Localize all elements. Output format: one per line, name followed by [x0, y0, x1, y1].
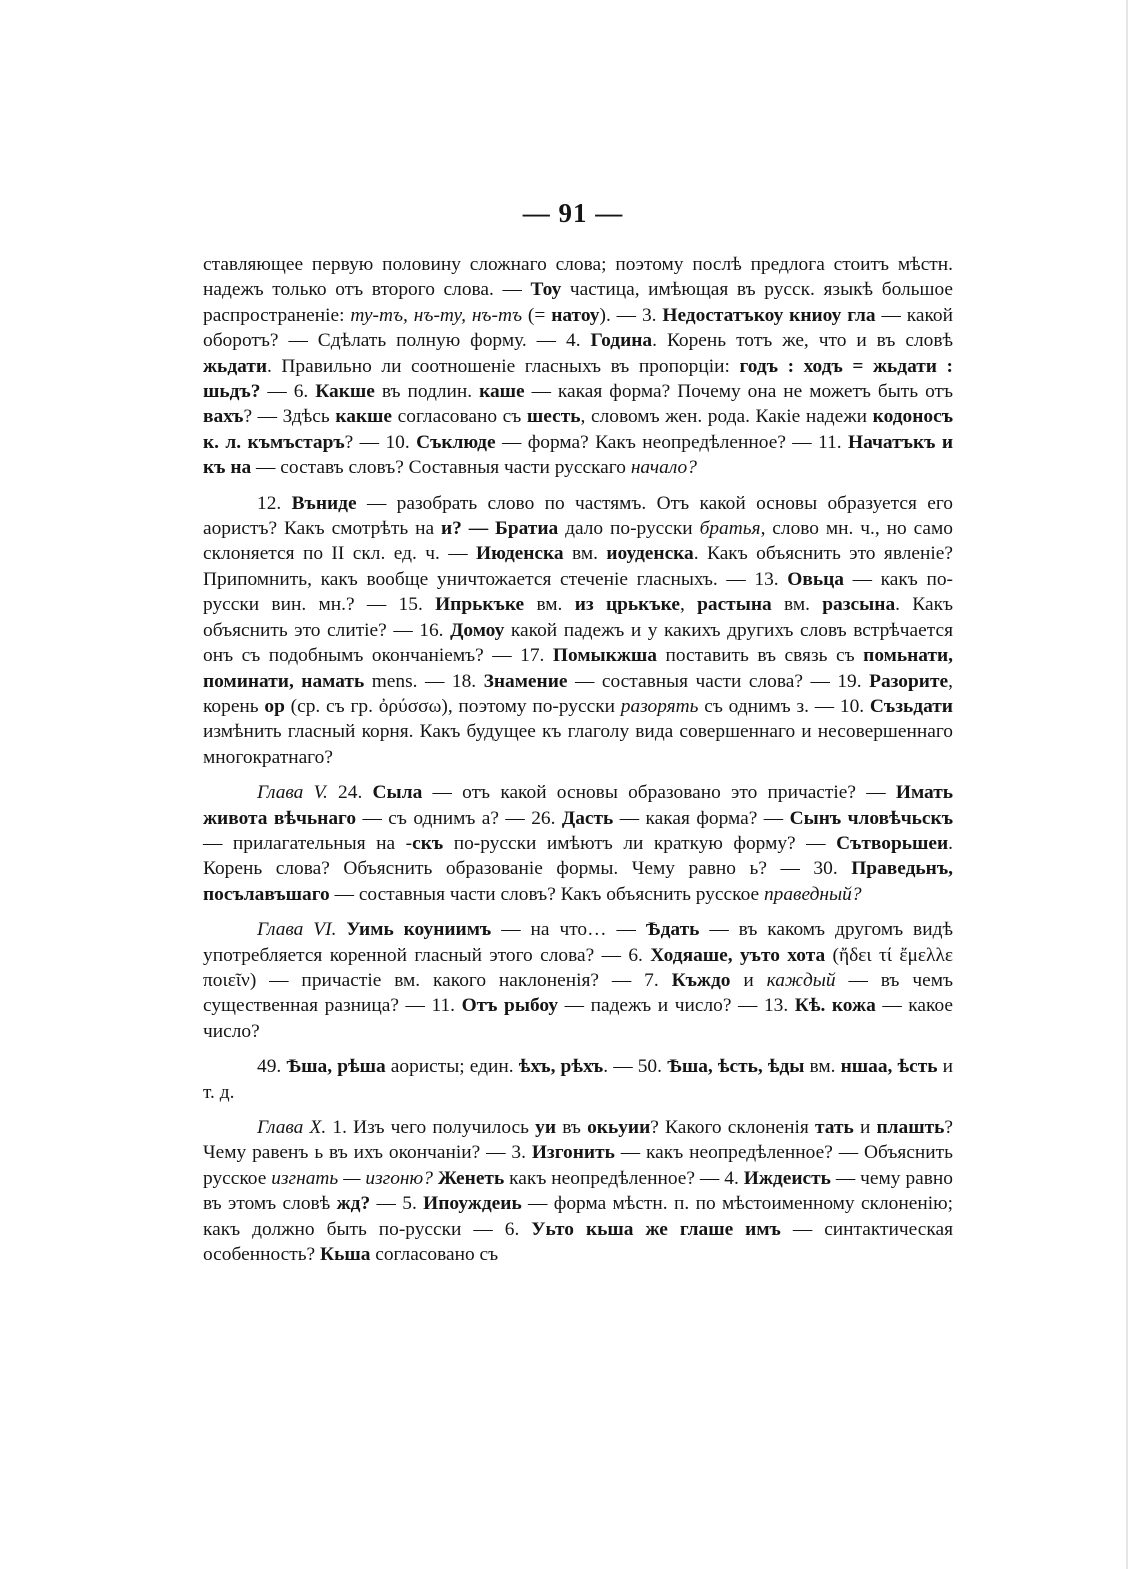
text-run: — отъ какой основы образовано это причастіе? —	[422, 782, 896, 804]
slavonic-term: тать	[815, 1117, 854, 1138]
text-run: ? Какого склоненія	[650, 1117, 816, 1138]
italic-term: каждый	[766, 969, 836, 991]
paragraph	[203, 1115, 953, 1267]
text-run: — на что… —	[491, 919, 646, 941]
text-run: — составъ словъ? Составныя части русскаго	[251, 457, 631, 479]
slavonic-term: Уимь коуниимъ	[346, 919, 492, 941]
text-run: какой падежъ и у какихъ другихъ словъ встрѣчается онъ съ подобнымъ окончаніемъ? — 17.	[203, 619, 953, 667]
paragraph	[203, 252, 953, 481]
text-run: вм.	[771, 594, 823, 616]
text-run: — какой оборотъ? — Сдѣлать полную форму. — 4.	[203, 304, 954, 352]
slavonic-term: жд?	[336, 1193, 371, 1215]
page-text	[203, 252, 953, 1277]
text-run: дало по-русски	[558, 518, 700, 540]
text-run: — какъ по-русски вин. мн.? — 15.	[203, 568, 953, 616]
slavonic-term: иоуденска	[606, 543, 694, 565]
slavonic-term: Овьца	[787, 568, 844, 590]
text-run: аористы; един.	[385, 1056, 519, 1078]
text-run: 1. Изъ чего получилось	[326, 1117, 536, 1138]
slavonic-term: Сынъ чловѣчьскъ	[789, 807, 954, 829]
italic-term: разорять	[620, 695, 699, 717]
text-run: . Корень слова? Объяснить образованіе формы. Чему равно ь? — 30.	[203, 832, 953, 880]
text-run: — синтактическая особенность?	[203, 1218, 953, 1266]
text-run: 49.	[257, 1056, 287, 1078]
slavonic-term: Кьша	[320, 1244, 371, 1266]
text-run: , слово мн. ч., но само склоняется по II скл. ед. ч. —	[203, 518, 954, 565]
slavonic-term: Изгонить	[531, 1142, 615, 1164]
text-run: — 5.	[370, 1193, 424, 1215]
text-run: — падежъ и число? — 13.	[558, 995, 795, 1017]
slavonic-term: скъ	[412, 832, 444, 854]
slavonic-term: кьша же глаше имъ	[585, 1218, 781, 1240]
paragraph	[203, 491, 953, 770]
slavonic-term: годъ : ходъ = жьдати : шьдъ?	[203, 355, 953, 403]
text-run: — форма мѣстн. п. по мѣстоименному склоненію; какъ должно быть по-русски — 6.	[203, 1193, 953, 1240]
slavonic-term: Ѣша, рѣша	[286, 1056, 386, 1078]
text-run: — прилагательныя на -	[203, 832, 413, 854]
slavonic-term: Съзьдати	[869, 695, 953, 717]
slavonic-term: вахъ	[203, 406, 244, 428]
text-run: ставляющее первую половину сложнаго слова; поэтому послѣ предлога стоитъ мѣстн. надежъ только отъ второго слова. —	[203, 254, 953, 301]
text-run: ,	[679, 594, 698, 616]
slavonic-term: Съклюде	[416, 431, 496, 453]
italic-term: изгнать — изгоню?	[271, 1167, 433, 1189]
text-run	[574, 1219, 586, 1240]
slavonic-term: разсына	[822, 594, 896, 616]
text-run: — разобрать слово по частямъ. Отъ какой основы образуется его аористъ? Какъ смотрѣть на	[203, 492, 953, 540]
paragraph	[203, 917, 953, 1044]
text-run: ? Чему равенъ ь въ ихъ окончаніи? — 3.	[203, 1117, 954, 1164]
text-run: — форма? Какъ неопредѣленное? — 11.	[495, 431, 848, 453]
text-run: въ подлин.	[374, 381, 480, 403]
text-run: — чему равно въ этомъ словѣ	[203, 1167, 953, 1215]
slavonic-term: Иждеисть	[743, 1167, 831, 1189]
text-run: частица, имѣющая въ русск. языкѣ большое распространеніе:	[203, 279, 953, 326]
slavonic-term: Недостатъкоу книоу гла	[662, 304, 876, 326]
slavonic-term: из црькъке	[574, 594, 680, 616]
paragraph	[203, 780, 953, 907]
text-run: какъ неопредѣленное? — 4.	[504, 1167, 744, 1189]
text-run: . Правильно ли соотношеніе гласныхъ въ пропорціи:	[267, 355, 740, 377]
slavonic-term: Отъ рыбоу	[461, 995, 559, 1017]
text-run: и т. д.	[203, 1056, 954, 1103]
text-run: вм.	[563, 543, 607, 565]
text-run: (ср. съ гр. ὀρύσσω), поэтому по-русски	[284, 695, 621, 717]
slavonic-term: Ѣдать	[645, 919, 700, 941]
slavonic-term: ншаа, ѣсть	[840, 1056, 938, 1078]
slavonic-term: ор	[264, 695, 285, 717]
slavonic-term: Имать живота вѣчьнаго	[203, 782, 954, 829]
slavonic-term: Начатъкъ и къ на	[203, 431, 953, 479]
text-run: — составныя части словъ? Какъ объяснить русское	[329, 883, 764, 905]
slavonic-term: плашть	[876, 1117, 945, 1138]
slavonic-term: Сыла	[372, 782, 423, 804]
text-run: (=	[522, 304, 552, 326]
slavonic-term: окьуии	[587, 1117, 651, 1138]
slavonic-term: помьнати, поминати, намать	[203, 645, 954, 692]
slavonic-term: Ипрькъке	[435, 594, 525, 616]
slavonic-term: и? — Братиа	[440, 518, 559, 540]
slavonic-term: Разорите	[869, 670, 949, 692]
slavonic-term: Домоу	[450, 619, 505, 641]
slavonic-term: растына	[697, 594, 772, 616]
slavonic-term: Тоу	[530, 279, 562, 301]
slavonic-term: Ѣша, ѣсть, ѣды	[667, 1056, 805, 1078]
slavonic-term: Къждо	[671, 969, 731, 991]
slavonic-term: Женеть	[437, 1167, 505, 1189]
text-run: — какая форма? —	[613, 807, 790, 829]
slavonic-term: ѣхъ, рѣхъ	[518, 1056, 604, 1078]
italic-term: праведный?	[763, 883, 862, 905]
text-run: по-русски имѣютъ ли краткую форму? —	[443, 832, 837, 854]
slavonic-term: каше	[479, 381, 525, 403]
text-run: ? — 10.	[344, 431, 417, 453]
slavonic-term: Кѣ. кожа	[794, 995, 876, 1017]
italic-term: ту-тъ, нъ-ту, нъ-тъ	[350, 304, 523, 326]
slavonic-term: Помыкжша	[552, 645, 657, 667]
text-run: и	[730, 969, 767, 991]
page-edge-line	[1126, 0, 1128, 1569]
slavonic-term: какше	[335, 406, 393, 428]
text-run: съ однимъ з. — 10.	[698, 695, 870, 717]
italic-term: Глава V.	[257, 782, 328, 804]
text-run: — какъ неопредѣленное? — Объяснить русское	[203, 1142, 953, 1189]
slavonic-term: Какше	[315, 381, 375, 403]
text-run: — въ чемъ существенная разница? — 11.	[203, 969, 953, 1017]
slavonic-term: Въниде	[291, 492, 357, 514]
slavonic-term: Ипоуждеиь	[423, 1193, 522, 1215]
text-run: (ἤδει τί ἔμελλε ποιεῖν) — причастіе вм. какого наклоненія? — 7.	[203, 944, 953, 991]
slavonic-term: Праведьнъ, посълавъшаго	[203, 858, 953, 905]
text-run: . Какъ объяснить это явленіе? Припомнить, какъ вообще уничтожается стеченіе гласныхъ. — 13.	[203, 543, 953, 590]
paragraph	[203, 1054, 953, 1105]
text-run: . Корень тотъ же, что и въ словѣ	[652, 330, 953, 352]
text-run: измѣнить гласный корня. Какъ будущее къ глаголу вида совершеннаго и несовершеннаго многократнаго?	[203, 721, 953, 768]
text-run: согласовано съ	[392, 406, 527, 428]
slavonic-term: Уьто	[531, 1218, 574, 1240]
text-run: ? — Здѣсь	[243, 406, 336, 428]
text-run	[336, 919, 346, 940]
text-run: вм.	[804, 1056, 841, 1078]
italic-term: братья	[699, 518, 761, 540]
slavonic-term: Июденска	[476, 543, 564, 565]
text-run: 12.	[257, 492, 292, 514]
text-run: 24.	[327, 782, 373, 804]
text-run: — съ однимъ а? — 26.	[356, 807, 562, 829]
text-run: поставить въ связь съ	[656, 645, 864, 667]
slavonic-term: Сътворьшеи	[836, 832, 949, 854]
slavonic-term: Дасть	[561, 807, 614, 829]
italic-term: Глава VI.	[257, 919, 337, 941]
slavonic-term: кодоносъ к. л. къмъстаръ	[203, 406, 953, 453]
text-run: mens. — 18.	[364, 670, 484, 692]
text-run: — 6.	[260, 381, 316, 403]
slavonic-term: Ходяаше, уъто хота	[650, 944, 826, 966]
slavonic-term: шесть	[526, 406, 581, 428]
text-run: въ	[556, 1117, 588, 1138]
slavonic-term: Знамение	[483, 670, 568, 692]
text-run: . — 50.	[603, 1056, 668, 1078]
slavonic-term: жьдати	[203, 355, 268, 377]
text-run: ). — 3.	[599, 304, 663, 326]
text-run: согласовано съ	[370, 1244, 499, 1266]
slavonic-term: уи	[535, 1117, 557, 1138]
italic-term: Глава X.	[257, 1117, 327, 1138]
text-run: , словомъ жен. рода. Какіе надежи	[580, 406, 873, 428]
text-run: . Какъ объяснить это слитіе? — 16.	[203, 594, 954, 641]
text-run: — какое число?	[203, 995, 953, 1042]
text-run: , корень	[203, 670, 953, 717]
slavonic-term: Година	[590, 330, 653, 352]
text-run: — составныя части слова? — 19.	[567, 670, 870, 692]
text-run: — какая форма? Почему она не можетъ быть отъ	[524, 381, 954, 403]
text-run: — въ какомъ другомъ видѣ употребляется коренной гласный этого слова? — 6.	[203, 919, 953, 966]
italic-term: начало?	[630, 457, 697, 479]
slavonic-term: натоу	[551, 304, 600, 326]
text-run: и	[853, 1117, 877, 1138]
page-number: — 91 —	[522, 198, 624, 228]
text-run: вм.	[524, 594, 575, 616]
